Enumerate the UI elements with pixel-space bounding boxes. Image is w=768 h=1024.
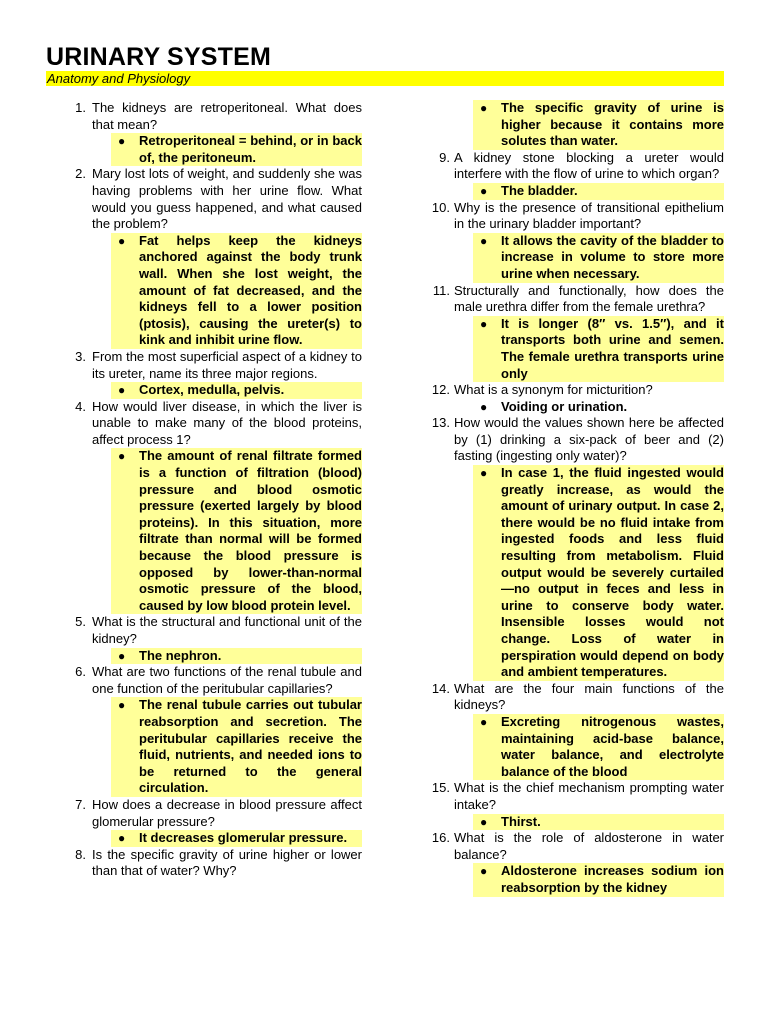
question-text: Why is the presence of transitional epithelium in the urinary bladder important? <box>454 199 724 232</box>
answer-text: The renal tubule carries out tubular reabsorption and secretion. The peritubular capillaries receive the fluid, nutrients, and needed ions to be returned to the general circulation. <box>139 697 362 796</box>
bullet-icon: ● <box>480 814 488 829</box>
answer-item <box>111 448 362 614</box>
question-text: Structurally and functionally, how does the male urethra differ from the female urethra? <box>454 282 724 315</box>
question-item <box>64 664 362 697</box>
question-item <box>426 200 724 233</box>
answer-item <box>473 465 724 681</box>
bullet-icon: ● <box>118 134 126 149</box>
bullet-icon: ● <box>480 864 488 879</box>
answer-item <box>473 183 724 200</box>
question-item <box>426 415 724 465</box>
answer-text: It allows the cavity of the bladder to increase in volume to store more urine when necessary. <box>501 232 724 281</box>
answer-item <box>473 814 724 831</box>
bullet-icon: ● <box>480 183 488 198</box>
question-item <box>64 349 362 382</box>
bullet-icon: ● <box>118 383 126 398</box>
question-number: 11. <box>432 282 450 298</box>
answer-text: Thirst. <box>501 813 541 829</box>
answer-item <box>111 648 362 665</box>
question-item <box>426 681 724 714</box>
page-subtitle: Anatomy and Physiology <box>46 71 724 86</box>
answer-item <box>473 316 724 382</box>
answer-text: Excreting nitrogenous wastes, maintaining acid-base balance, water balance, and electrolyte balance of the blood <box>501 713 724 779</box>
answer-item <box>111 133 362 166</box>
question-number: 10. <box>431 199 450 215</box>
question-number: 4. <box>75 398 86 414</box>
answer-item <box>111 697 362 797</box>
answer-text: In case 1, the fluid ingested would greatly increase, as would the amount of urinary output. In case 2, there would be no fluid intake from ingested foods and less fluid resulting from metabolism. Fluid output would be severely curtailed—no output in feces and less in urine to conserve body water. Insensible losses would not change. Loss of water in perspiration would depend on body and ambient temperatures. <box>501 465 724 680</box>
page-title: URINARY SYSTEM <box>46 43 272 71</box>
question-number: 12. <box>431 382 450 398</box>
question-text: The kidneys are retroperitoneal. What does that mean? <box>92 100 362 132</box>
answer-item <box>473 100 724 150</box>
answer-item <box>473 714 724 780</box>
question-text: How would the values shown here be affected by (1) drinking a six-pack of beer and (2) fasting (ingesting only water)? <box>454 415 724 464</box>
bullet-icon: ● <box>480 101 488 115</box>
answer-text: It is longer (8″ vs. 1.5″), and it transports both urine and semen. The female urethra transports urine only <box>501 315 724 381</box>
answer-text: Retroperitoneal = behind, or in back of, the peritoneum. <box>139 133 362 165</box>
question-text: A kidney stone blocking a ureter would interfere with the flow of urine to which organ? <box>454 149 724 182</box>
bullet-icon: ● <box>480 466 488 481</box>
answer-item <box>111 382 362 399</box>
answer-text: Cortex, medulla, pelvis. <box>139 382 285 398</box>
bullet-icon: ● <box>480 399 488 414</box>
answer-text: Aldosterone increases sodium ion reabsorption by the kidney <box>501 863 724 895</box>
question-text: What is the chief mechanism prompting water intake? <box>454 780 724 812</box>
question-text: Is the specific gravity of urine higher or lower than that of water? Why? <box>92 846 362 879</box>
answer-text: The nephron. <box>139 647 222 663</box>
question-item <box>64 847 362 880</box>
answer-text: The amount of renal filtrate formed is a function of filtration (blood) pressure and blood osmotic pressure (exerted largely by blood proteins). In this situation, more filtrate than normal will be formed because the blood pressure is opposed by lower-than-normal osmotic pressure of the blood, caused by low blood protein level. <box>139 448 362 613</box>
question-number: 7. <box>75 796 86 812</box>
answer-item <box>473 233 724 283</box>
question-item <box>64 797 362 830</box>
answer-text: Voiding or urination. <box>501 398 628 414</box>
question-number: 14. <box>431 680 450 696</box>
question-text: How does a decrease in blood pressure affect glomerular pressure? <box>92 796 362 829</box>
right-column <box>426 100 724 897</box>
bullet-icon: ● <box>118 648 126 663</box>
bullet-icon: ● <box>480 714 488 729</box>
question-item <box>426 382 724 399</box>
bullet-icon: ● <box>118 233 126 248</box>
left-column <box>64 100 362 880</box>
question-text: What are the four main functions of the kidneys? <box>454 680 724 713</box>
question-text: What is the role of aldosterone in water balance? <box>454 830 724 862</box>
question-text: What are two functions of the renal tubule and one function of the peritubular capillaries? <box>92 664 362 696</box>
answer-item <box>111 830 362 847</box>
question-item <box>426 283 724 316</box>
answer-item <box>473 399 724 416</box>
answer-item <box>473 863 724 896</box>
question-number: 6. <box>75 664 86 680</box>
question-item <box>426 830 724 863</box>
question-text: What is a synonym for micturition? <box>454 382 653 398</box>
question-number: 16. <box>431 830 450 846</box>
bullet-icon: ● <box>118 831 126 846</box>
bullet-icon: ● <box>480 316 488 331</box>
question-item <box>64 166 362 232</box>
question-item <box>64 399 362 449</box>
answer-text: The bladder. <box>501 182 578 198</box>
question-number: 9. <box>439 149 450 165</box>
question-number: 13. <box>431 415 450 431</box>
question-item <box>426 780 724 813</box>
question-number: 2. <box>75 166 86 182</box>
question-item <box>426 150 724 183</box>
question-text: What is the structural and functional unit of the kidney? <box>92 614 362 646</box>
question-text: From the most superficial aspect of a kidney to its ureter, name its three major regions. <box>92 348 362 381</box>
question-number: 5. <box>75 614 86 630</box>
bullet-icon: ● <box>118 698 126 713</box>
answer-text: The specific gravity of urine is higher because it contains more solutes than water. <box>501 100 724 149</box>
question-text: Mary lost lots of weight, and suddenly she was having problems with her urine flow. What would you guess happened, and what caused the problem? <box>92 166 362 232</box>
bullet-icon: ● <box>118 449 126 464</box>
answer-text: Fat helps keep the kidneys anchored against the body trunk wall. When she lost weight, the amount of fat decreased, and the kidneys fell to a lower position (ptosis), causing the ureter(s) to kink and inhibit urine flow. <box>139 232 362 348</box>
question-number: 3. <box>75 348 86 364</box>
bullet-icon: ● <box>480 233 488 248</box>
question-text: How would liver disease, in which the liver is unable to make many of the blood proteins, affect process 1? <box>92 398 362 447</box>
question-number: 8. <box>75 846 86 862</box>
answer-text: It decreases glomerular pressure. <box>139 830 348 846</box>
question-item <box>64 100 362 133</box>
answer-item <box>111 233 362 349</box>
question-number: 1. <box>75 100 86 115</box>
question-number: 15. <box>431 780 450 796</box>
question-item <box>64 614 362 647</box>
